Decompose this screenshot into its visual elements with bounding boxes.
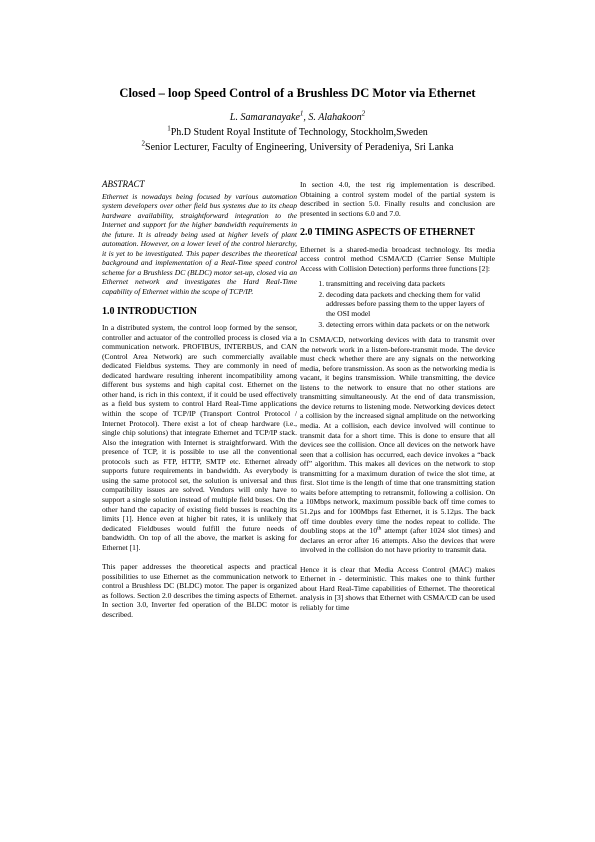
list-item: 2. decoding data packets and checking them for valid addresses before passing them to the upper layers of the OSI model	[326, 290, 495, 319]
author-line	[0, 109, 595, 123]
intro-paragraph-2: This paper addresses the theoretical aspects and practical possibilities to use Ethernet as the communication network to control a Brushless DC (BLDC) motor. The paper is organized as follows. Section 2.0 describes the timing aspects of Ethernet. In section 3.0, Inverter fed operation of the BLDC motor is described.	[102, 562, 297, 619]
affiliation-1-text: Ph.D Student Royal Institute of Technology, Stockholm,Sweden	[170, 127, 428, 138]
author-1: L. Samaranayake	[229, 112, 300, 123]
abstract-heading: ABSTRACT	[102, 179, 145, 189]
timing-paragraph-2-part-b: attempt (after 1024 slot times) and declares an error after 16 attempts. Also the devices that were involved in the collision do not have priority to transmit data.	[300, 526, 495, 555]
timing-paragraph-3: Hence it is clear that Media Access Control (MAC) makes Ethernet in - deterministic. This makes one to think further about Hard Real-Time capabilities of Ethernet. The theoretical analysis in [3] shows that Ethernet with CSMA/CD can be used reliably for time	[300, 564, 495, 612]
list-item: 1. transmitting and receiving data packets	[326, 279, 495, 289]
author-1-sup: 1	[299, 109, 304, 118]
list-item: 3. detecting errors within data packets or on the network	[326, 320, 495, 330]
left-column	[102, 180, 297, 630]
sections-overview-paragraph: In section 4.0, the test rig implementation is described. Obtaining a control system model of the partial system is described in section 5.0. Finally results and conclusion are presented in sections 6.0 and 7.0.	[300, 180, 495, 218]
author-separator: ,	[303, 112, 309, 123]
timing-paragraph-2	[300, 335, 495, 555]
author-2: S. Alahakoon	[308, 112, 362, 123]
intro-heading: 1.0 INTRODUCTION	[102, 305, 198, 317]
affiliation-2-sup: 2	[141, 139, 146, 148]
timing-heading: 2.0 TIMING ASPECTS OF ETHERNET	[300, 227, 475, 239]
affiliation-1-sup: 1	[167, 124, 171, 133]
superscript-th: th	[377, 525, 382, 532]
intro-paragraph-1: In a distributed system, the control loop formed by the sensor, controller and actuator of the controlled process is closed via a communication network. PROFIBUS, INTERBUS, and CAN (Control Area Network) are such commercially available dedicated Fieldbus systems. They are commonly in need of dedicated hardware resulting inherent incompatibility among different bus systems and high capital cost. Ethernet on the other hand, is rich in this context, if it could be used effectively as a field bus system to control Hard Real-Time applications within the scope of TCP/IP (Transport Control Protocol / Internet Protocol). There exist a lot of cheap hardware (i.e., single chip solutions) that integrate Ethernet and TCP/IP stack. Also the integration with Internet is straightforward. With the presence of TCP, it is possible to use all the conventional protocols such as FTP, HTTP, SMTP etc. Ethernet already supports future requirements in bandwidth. As everybody is using the same protocol set, the solution is universal and thus compatibility issues are solved. Vendors will only have to support a single solution instead of multiple field buses. On the other hand the capacity of existing field busses is reaching its limits [1]. Hence even at higher bit rates, it is unlikely that dedicated Fieldbuses would fulfill the future needs of bandwidth. On top of all the above, the market is asking for Ethernet [1].	[102, 323, 297, 552]
affiliation-1	[0, 124, 595, 138]
timing-paragraph-1: Ethernet is a shared-media broadcast technology. Its media access control method CSMA/CD (Carrier Sense Multiple Access with Collision Detection) performs three functions [2]:	[300, 244, 495, 273]
right-column	[300, 180, 495, 622]
csma-functions-list	[300, 279, 495, 329]
author-2-sup: 2	[361, 109, 366, 118]
timing-paragraph-2-part-a: In CSMA/CD, networking devices with data to transmit over the network work in a listen-before-transmit mode. The device must check whether there are any signals on the networking media, before transmission. As soon as the networking media is vacant, it begins transmission. While transmitting, the device listens to the network to ensure that no other stations are transmitting simultaneously. At the end of data transmission, the device returns to listening mode. Networking devices detect a collision by the increased signal amplitude on the networking media. At a collision, each device involved will continue to transmit data for a short time. This is done to ensure that all devices see the collision. Once all devices on the network have seen that a collision has occurred, each device invokes a “back off” algorithm. This makes all devices on the network to stop transmitting for a maximum duration of twice the slot time, at first. Slot time is the length of time that one transmitting station waits before attempting to retransmit, following a collision. On a 10Mbps network, maximum possible back off time comes to 51.2µs and for 100Mbps fast Ethernet, it is 5.12µs. The back off time doubles every time the nodes repeat to collide. The doubling stops at the 10	[300, 335, 495, 536]
affiliation-2-text: Senior Lecturer, Faculty of Engineering, University of Peradeniya, Sri Lanka	[145, 142, 454, 153]
paper-title: Closed – loop Speed Control of a Brushless DC Motor via Ethernet	[119, 86, 476, 100]
abstract-text: Ethernet is nowadays being focused by various automation system developers over other field bus systems due to its cheap hardware availability, straightforward integration to the Internet and support for the higher bandwidth requirements in the future. It is already being used at higher levels of plant automation. However, on a lower level of the control hierarchy, it is yet to be investigated. This paper describes the theoretical background and implementation of a Real-Time speed control scheme for a Brushless DC (BLDC) motor set-up, closed via an Ethernet network and investigates the Hard Real-Time capability of Ethernet within the scope of TCP/IP.	[102, 191, 297, 297]
affiliation-2	[0, 139, 595, 153]
